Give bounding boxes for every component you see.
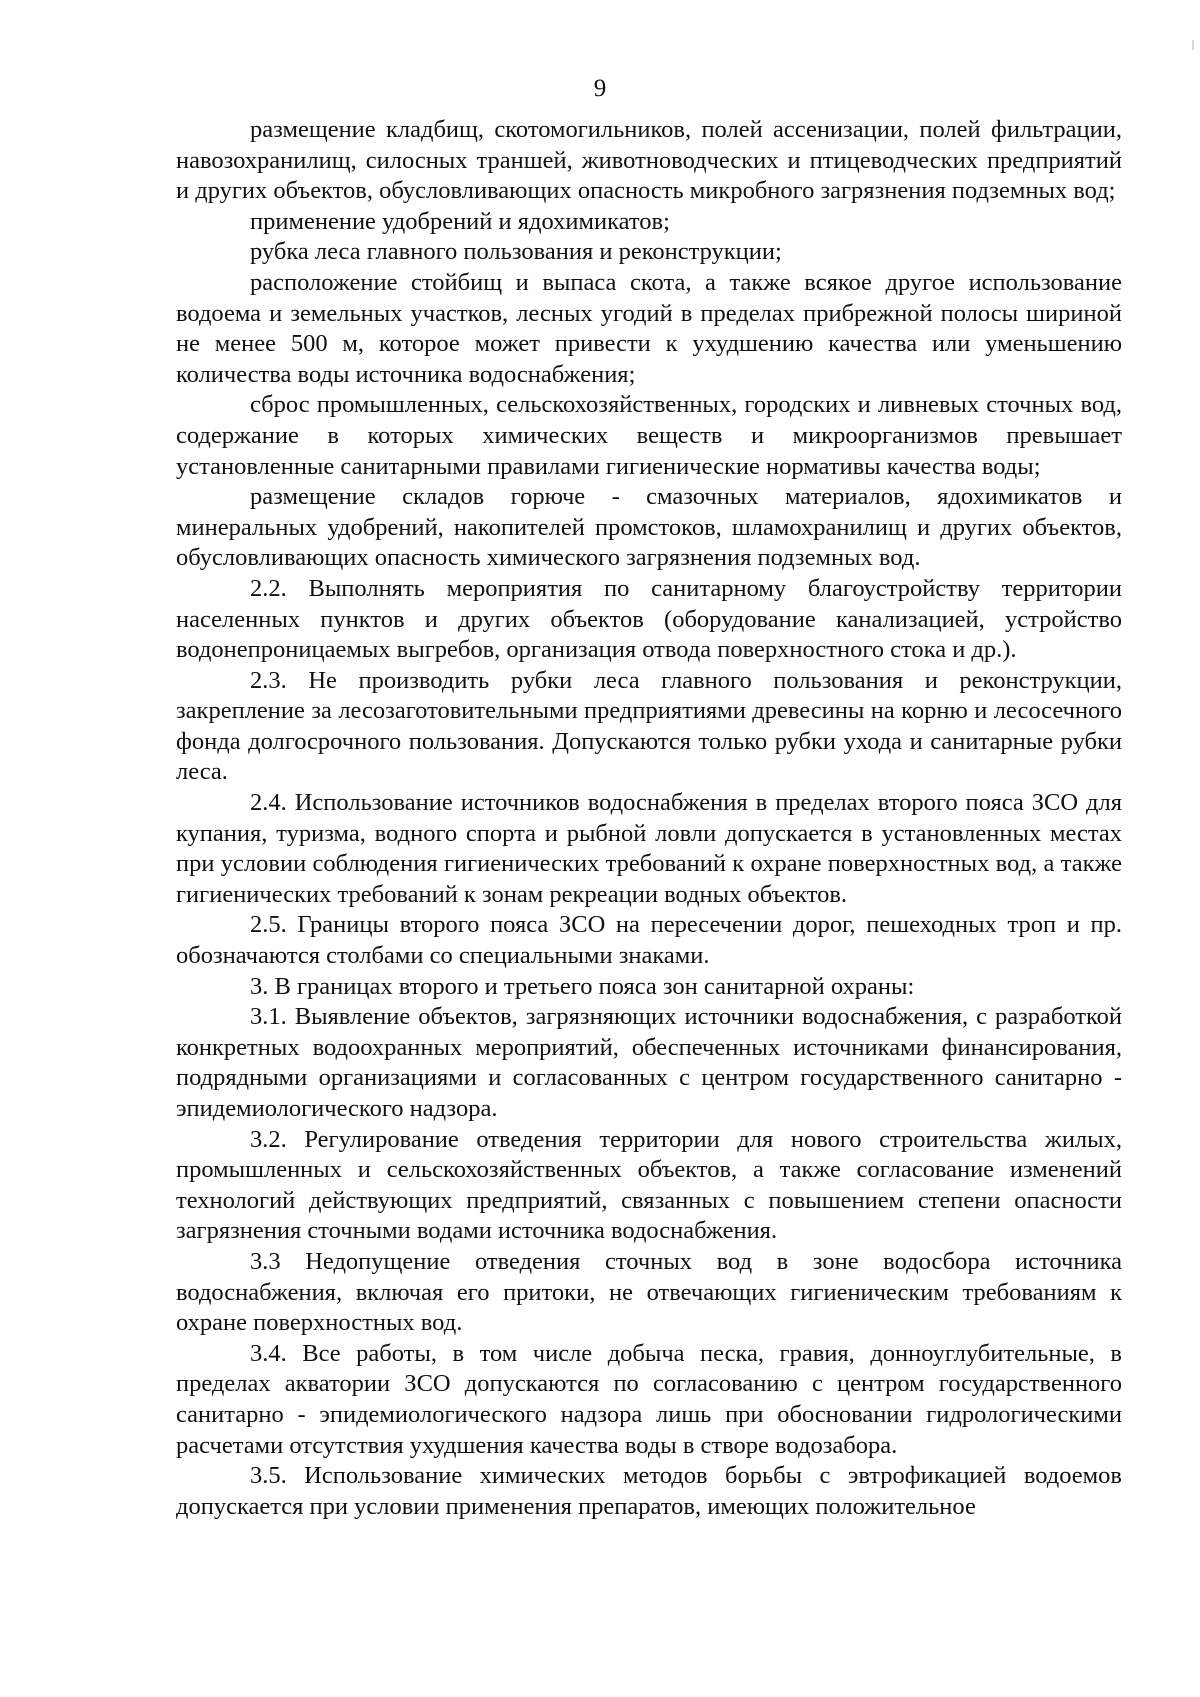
paragraph-3: 3. В границах второго и третьего пояса зон санитарной охраны:: [250, 972, 915, 1000]
paragraph-3-3: 3.3 Недопущение отведения сточных вод в зоне водосбора источника водоснабжения, включая его притоки, не отвечающих гигиеническим требованиям к охране поверхностных вод.: [176, 1247, 1122, 1337]
paragraph-3-1: 3.1. Выявление объектов, загрязняющих источники водоснабжения, с разработкой конкретных водоохранных мероприятий, обеспеченных источниками финансирования, подрядными организациями и согласованных с центром государственного санитарно - эпидемиологического надзора.: [176, 1003, 1122, 1122]
paragraph-logging: рубка леса главного пользования и реконструкции;: [250, 238, 782, 266]
document-body: [176, 115, 1122, 1522]
paragraph-3-4: 3.4. Все работы, в том числе добыча песка, гравия, донноуглубительные, в пределах акватории ЗСО допускаются по согласованию с центром государственного санитарно - эпидемиологического надзора лишь при обосновании гидрологическими расчетами отсутствия ухудшения качества воды в створе водозабора.: [176, 1339, 1122, 1459]
paragraph-livestock: расположение стойбищ и выпаса скота, а также всякое другое использование водоема и земельных участков, лесных угодий в пределах прибрежной полосы шириной не менее 500 м, которое может привести к ухудшению качества или уменьшению количества воды источника водоснабжения;: [176, 268, 1122, 388]
paragraph-2-2: 2.2. Выполнять мероприятия по санитарному благоустройству территории населенных пунктов и других объектов (оборудование канализацией, устройство водонепроницаемых выгребов, организация отвода поверхностного стока и др.).: [176, 574, 1122, 664]
page-number: 9: [593, 75, 607, 102]
paragraph-3-2: 3.2. Регулирование отведения территории для нового строительства жилых, промышленных и сельскохозяйственных объектов, а также согласование изменений технологий действующих предприятий, связанных с повышением степени опасности загрязнения сточными водами источника водоснабжения.: [176, 1125, 1122, 1245]
scan-margin-mark: [1192, 40, 1194, 50]
paragraph-2-5: 2.5. Границы второго пояса ЗСО на пересечении дорог, пешеходных троп и пр. обозначаются столбами со специальными знаками.: [176, 911, 1122, 970]
paragraph-3-5: 3.5. Использование химических методов борьбы с эвтрофикацией водоемов допускается при условии применения препаратов, имеющих положительное: [176, 1462, 1122, 1520]
paragraph-fuel-storage: размещение складов горюче - смазочных материалов, ядохимикатов и минеральных удобрений, накопителей промстоков, шламохранилищ и других объектов, обусловливающих опасность химического загрязнения подземных вод.: [176, 483, 1122, 572]
paragraph-burial-sites: размещение кладбищ, скотомогильников, полей ассенизации, полей фильтрации, навозохранилищ, силосных траншей, животноводческих и птицеводческих предприятий и других объектов, обусловливающих опасность микробного загрязнения подземных вод;: [176, 116, 1122, 205]
paragraph-2-3: 2.3. Не производить рубки леса главного пользования и реконструкции, закрепление за лесозаготовительными предприятиями древесины на корню и лесосечного фонда долгосрочного пользования. Допускаются только рубки ухода и санитарные рубки леса.: [176, 666, 1122, 786]
paragraph-2-4: 2.4. Использование источников водоснабжения в пределах второго пояса ЗСО для купания, туризма, водного спорта и рыбной ловли допускается в установленных местах при условии соблюдения гигиенических требований к охране поверхностных вод, а также гигиенических требований к зонам рекреации водных объектов.: [176, 789, 1122, 908]
paragraph-fertilizers: применение удобрений и ядохимикатов;: [250, 207, 670, 235]
paragraph-wastewater: сброс промышленных, сельскохозяйственных, городских и ливневых сточных вод, содержание в которых химических веществ и микроорганизмов превышает установленные санитарными правилами гигиенические нормативы качества воды;: [176, 391, 1122, 480]
